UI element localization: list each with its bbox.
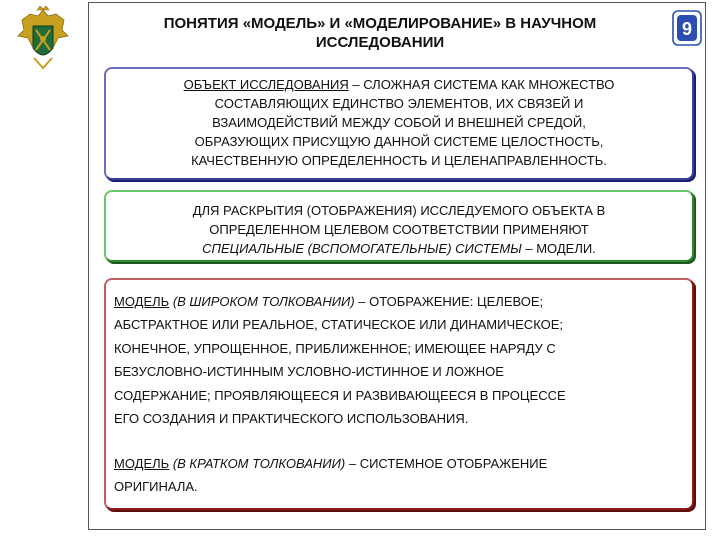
model-definitions-box [104,278,694,510]
page-number-badge [672,10,702,46]
special-systems-term: СПЕЦИАЛЬНЫЕ (ВСПОМОГАТЕЛЬНЫЕ) СИСТЕМЫ [202,241,522,256]
title-line-1: ПОНЯТИЯ «МОДЕЛЬ» И «МОДЕЛИРОВАНИЕ» В НАУЧНОМ [163,15,597,32]
page-number: 9 [681,19,693,39]
model-short-definition: МОДЕЛЬ (В КРАТКОМ ТОЛКОВАНИИ) – СИСТЕМНОЕ ОТОБРАЖЕНИЕ ОРИГИНАЛА. [114,456,548,495]
model-term-short: МОДЕЛЬ [114,456,170,471]
title-line-2: ИССЛЕДОВАНИИ [315,34,445,51]
special-systems-text: ДЛЯ РАСКРЫТИЯ (ОТОБРАЖЕНИЯ) ИССЛЕДУЕМОГО ОБЪЕКТА В ОПРЕДЕЛЕННОМ ЦЕЛЕВОМ СООТВЕТСТВИИ ПРИМЕНЯЮТ СПЕЦИАЛЬНЫЕ (ВСПОМОГАТЕЛЬНЫЕ) СИСТЕМЫ – МОДЕЛИ. [192,203,606,256]
model-broad-definition: МОДЕЛЬ (В ШИРОКОМ ТОЛКОВАНИИ) – ОТОБРАЖЕНИЕ: ЦЕЛЕВОЕ; АБСТРАКТНОЕ ИЛИ РЕАЛЬНОЕ, СТАТИЧЕСКОЕ ИЛИ ДИНАМИЧЕСКОЕ; КОНЕЧНОЕ, УПРОЩЕННОЕ, ПРИБЛИЖЕННОЕ; ИМЕЮЩЕЕ НАРЯДУ С БЕЗУСЛОВНО-ИСТИННЫМ УСЛОВНО-ИСТИННОЕ И ЛОЖНОЕ СОДЕРЖАНИЕ; ПРОЯВЛЯЮЩЕЕСЯ И РАЗВИВАЮЩЕЕСЯ В ПРОЦЕССЕ ЕГО СОЗДАНИЯ И ПРАКТИЧЕСКОГО ИСПОЛЬЗОВАНИЯ. [114,294,566,427]
special-systems-box [104,190,694,262]
object-term: ОБЪЕКТ ИССЛЕДОВАНИЯ [183,77,349,92]
object-definition-text: ОБЪЕКТ ИССЛЕДОВАНИЯ – СЛОЖНАЯ СИСТЕМА КАК МНОЖЕСТВО СОСТАВЛЯЮЩИХ ЕДИНСТВО ЭЛЕМЕНТОВ, ИХ СВЯЗЕЙ И ВЗАИМОДЕЙСТВИЙ МЕЖДУ СОБОЙ И ВНЕШНЕЙ СРЕДОЙ, ОБРАЗУЮЩИХ ПРИСУЩУЮ ДАННОЙ СИСТЕМЕ ЦЕЛОСТНОСТЬ, КАЧЕСТВЕННУЮ ОПРЕДЕЛЕННОСТЬ И ЦЕЛЕНАПРАВЛЕННОСТЬ. [183,77,615,168]
model-term-broad: МОДЕЛЬ [114,294,170,309]
object-definition-box [104,67,694,180]
customs-emblem-icon [14,6,72,74]
page-title [100,14,660,52]
